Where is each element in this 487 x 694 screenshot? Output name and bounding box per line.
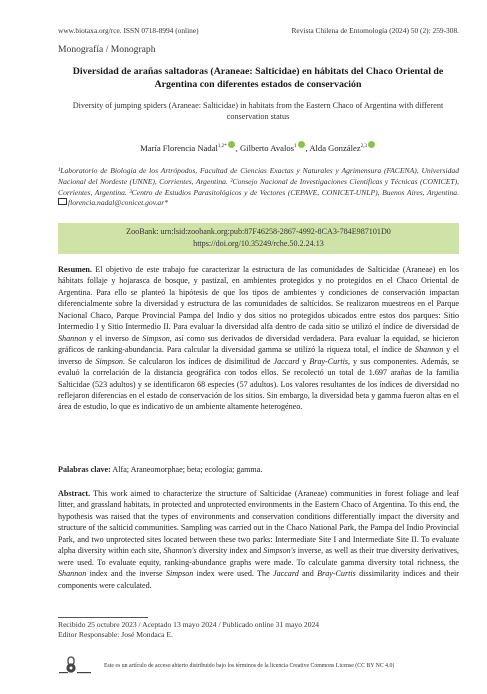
keywords-text: Alfa; Araneomorphae; beta; ecología; gamma. xyxy=(110,465,263,474)
zoobank-doi-box xyxy=(58,223,459,254)
resumen-text: El objetivo de este trabajo fue caracterizar la estructura de las comunidades de Salticidae (Araneae) en los hábitats follaje y hojarasca de bosque, y pastizal, en ambientes protegidos y no protegidos en el Chaco Oriental de Argentina. Para ello se planteó la hipótesis de que los tipos de ambientes y condiciones de conservación impactan diferencialmente sobre la diversidad y estructura de las comunidades de saltícidos. Se realizaron muestreos en el Parque Nacional Chaco, Parque Provincial Pampa del Indio y dos sitios no protegidos ubicados entre estos dos parques: Sitio Intermedio I y Sitio Intermedio II. Para evaluar la diversidad alfa dentro de cada sitio se utilizó el índice de diversidad de xyxy=(58,265,459,332)
orcid-icon[interactable] xyxy=(368,141,375,148)
author-affiliation-marker: 2,3 xyxy=(360,144,367,150)
orcid-icon[interactable] xyxy=(228,141,235,148)
orcid-icon[interactable] xyxy=(298,141,305,148)
author-name: , Gilberto Avalos xyxy=(235,143,294,153)
abstract-text: dissimilarity indices and their components were calculated. xyxy=(58,569,460,590)
resumen-text: , así como sus derivados de diversidad verdadera. Para evaluar la equidad, se hicieron gráficos de ranking-abundancia. Para calcular la diversidad gamma se utilizó la riqueza total, el índice de xyxy=(58,333,459,355)
keywords-spanish xyxy=(58,464,459,475)
abstract-paragraph xyxy=(58,488,459,591)
author-name: , Alda González xyxy=(305,143,361,153)
resumen-italic: Shannon xyxy=(414,345,444,355)
resumen-text: y xyxy=(299,356,310,366)
resumen-text: , y sus componentes. Además, se evaluó la correlación de la distancia geográfica con todos ellos. Se recolectó un total de 1.697 arañas de la familia Salticidae (523 adultos) y se identificaron 68 especies (57 adultos). Los valores resultantes de los índices de diversidad no reflejaron diferencias en el estado de conservación de los sitios. Sin embargo, la diversidad beta y gamma fueron altas en el área de estudio, lo que es indicativo de un ambiente altamente heterogéneo. xyxy=(58,356,460,412)
abstract-italic: Jaccard xyxy=(272,569,299,579)
abstract-italic: Shannon xyxy=(58,569,87,579)
footnote-divider xyxy=(58,617,148,618)
abstract-text: This work aimed to characterize the structure of Salticidae (Araneae) communities in forest foliage and leaf litter, and grassland habitats, in protected and unprotected environments in the Eastern Chaco of Argentina. To this end, the hypothesis was raised that the types of environments and conservation conditions differentially impact the diversity and structure of the salticid communities. Sampling was carried out in the Chaco National Park, the Pampa del Indio Provincial Park, and two unprotected sites located between these two parks: Intermediate Site I and Intermediate Site II. To evaluate alpha diversity within each site, xyxy=(58,489,459,556)
open-access-logo-icon xyxy=(58,656,96,674)
resumen-paragraph xyxy=(58,264,459,413)
resumen-label: Resumen. xyxy=(58,265,92,274)
abstract-label: Abstract. xyxy=(58,489,91,498)
editor-line: Editor Responsable: José Mondaca E. xyxy=(58,630,173,640)
resumen-italic: Simpson xyxy=(142,333,170,343)
abstract-text: inverse, as well as their true diversity derivatives, were used. To evaluate equity, ranking-abundance graphs were made. To calculate gamma diversity total richness, the xyxy=(58,546,459,567)
author-affiliation-marker: 1,2* xyxy=(217,144,227,150)
resumen-italic: Bray-Curtis xyxy=(309,356,349,366)
journal-citation: Revista Chilena de Entomología (2024) 50 (2): 259-308. xyxy=(291,26,459,35)
license-statement: Este es un artículo de acceso abierto distribuido bajo los términos de la licencia Creative Commons License (CC BY NC 4.0) xyxy=(104,663,395,669)
abstract-text: diversity index and xyxy=(196,546,264,556)
publication-dates xyxy=(58,620,319,640)
resumen-text: y el inverso de xyxy=(86,333,143,343)
abstract-text: and xyxy=(298,569,318,579)
resumen-italic: Simpson xyxy=(95,356,123,366)
author-name: María Florencia Nadal xyxy=(140,143,218,153)
section-label: Monografía / Monograph xyxy=(58,44,156,55)
abstract-italic: Simpson's xyxy=(263,546,296,556)
keywords-label: Palabras clave: xyxy=(58,465,111,474)
abstract-italic: Simpson xyxy=(165,569,194,579)
dates-line: Recibido 25 octubre 2023 / Aceptado 13 mayo 2024 / Publicado online 31 mayo 2024 xyxy=(58,620,320,629)
abstract-text: index and the inverse xyxy=(86,569,166,579)
paper-subtitle-english: Diversity of jumping spiders (Araneae: Salticidae) in habitats from the Eastern Chaco of Argentina with different conservation status xyxy=(72,101,444,121)
contact-email-link[interactable]: florencia.nadal@conicet.gov.ar* xyxy=(68,198,168,208)
zoobank-lsid[interactable]: ZooBank: urn:lsid:zoobank.org:pub:87F46258-2867-4992-8CA3-784E987101D0 xyxy=(126,227,391,236)
journal-website-issn: www.biotaxa.org/rce. ISSN 0718-8994 (online) xyxy=(58,26,199,35)
resumen-text: . Se calcularon los índices de disimilitud de xyxy=(122,356,274,366)
resumen-italic: Jaccard xyxy=(273,356,300,366)
author-affiliation-marker: 1 xyxy=(294,144,297,150)
author-list xyxy=(58,141,458,153)
resumen-italic: Shannon xyxy=(58,333,87,343)
paper-title: Diversidad de arañas saltadoras (Araneae: Salticidae) en hábitats del Chaco Oriental de Argentina con diferentes estados de conservación xyxy=(72,66,444,90)
affiliations xyxy=(58,166,459,209)
abstract-italic: Bray-Curtis xyxy=(317,569,356,579)
mail-icon xyxy=(58,198,67,205)
doi-link[interactable]: https://doi.org/10.35249/rche.50.2.24.13 xyxy=(193,239,324,248)
affiliation-text: ¹Laboratorio de Biología de los Artrópodos, Facultad de Ciencias Exactas y Naturales y Agrimensura (FACENA), Universidad Nacional del Nordeste (UNNE), Corrientes, Argentina. ²Consejo Nacional de Investigaciones Científicas y Técnicas (CONICET), Corrientes, Argentina. ³Centro de Estudios Parasitológicos y de Vectores (CEPAVE, CONICET-UNLP), Buenos Aires, Argentina. xyxy=(58,166,459,197)
abstract-italic: Shannon's xyxy=(163,546,197,556)
resumen-text: y el inverso de xyxy=(58,345,459,366)
abstract-text: index were used. The xyxy=(193,569,273,579)
